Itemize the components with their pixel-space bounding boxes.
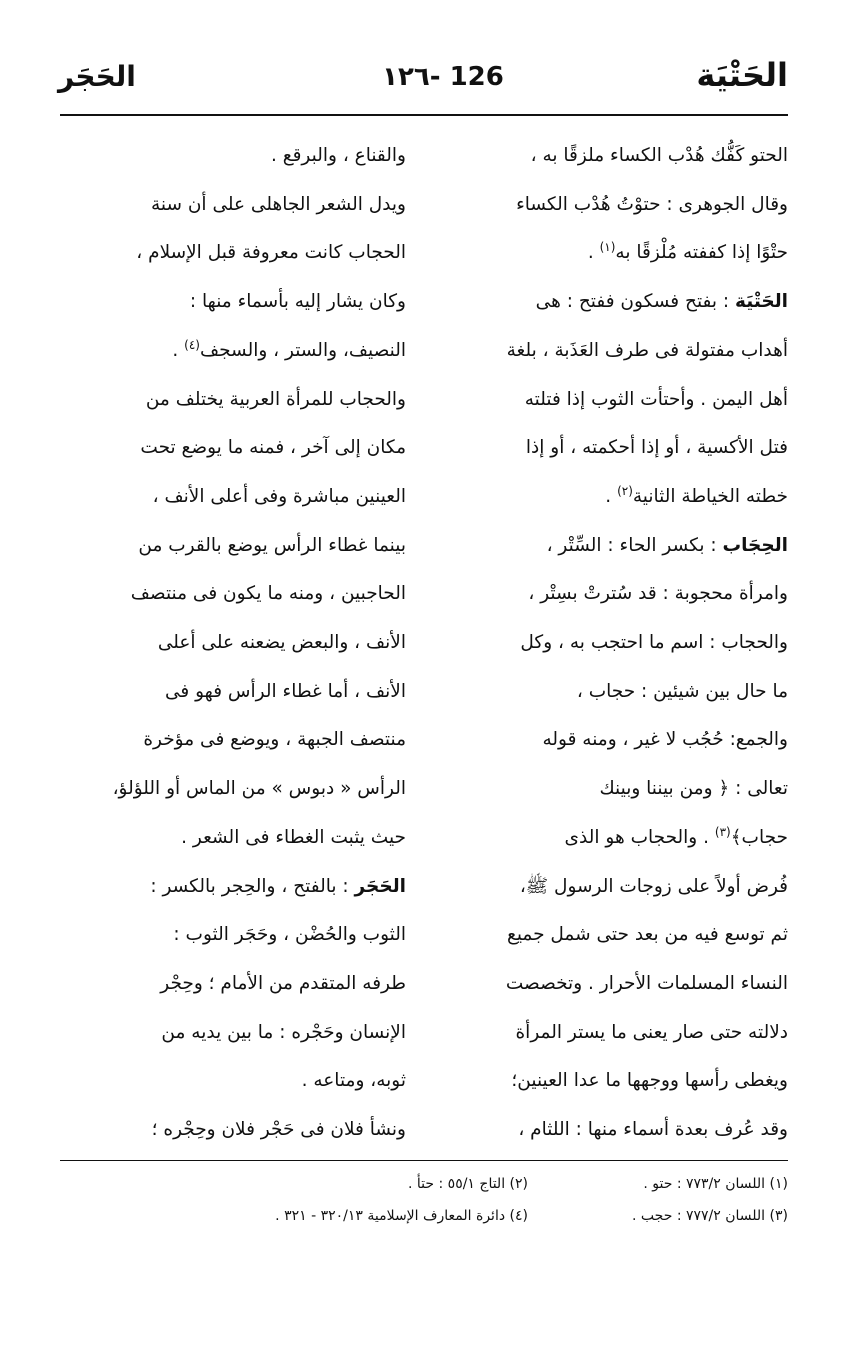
text-line: ويغطى رأسها ووجهها ما عدا العينين؛ — [511, 1070, 788, 1092]
text-line: ويدل الشعر الجاهلى على أن سنة — [150, 193, 406, 215]
entry-line: الحَتْيَة : بفتح فسكون ففتح : هى — [535, 291, 788, 313]
text-line: الرأس « دبوس » من الماس أو اللؤلؤ، — [112, 778, 406, 800]
text-line: طرفه المتقدم من الأمام ؛ وحِجْر — [160, 972, 406, 994]
text-line: الحتو كَفُّك هُدْب الكساء ملزقًا به ، — [530, 145, 788, 166]
text-line: ثم توسع فيه من بعد حتى شمل جميع — [506, 924, 788, 946]
text-line: والقناع ، والبرقع . — [270, 145, 406, 166]
footnote-ref: (١) — [599, 240, 616, 255]
text-line: مكان إلى آخر ، فمنه ما يوضع تحت — [140, 437, 406, 459]
header-entry-start: الحَتْيَة — [696, 56, 788, 94]
text-line: الإنسان وحَجْره : ما بين يديه من — [161, 1021, 406, 1043]
text-line: وقد عُرف بعدة أسماء منها : اللثام ، — [518, 1119, 788, 1141]
text-line: وقال الجوهرى : حتوْتُ هُدْب الكساء — [516, 193, 788, 215]
entry-term: الحَجَر — [354, 875, 406, 897]
page-number: ١٢٦- 126 — [382, 62, 504, 92]
text-line: بينما غطاء الرأس يوضع بالقرب من — [138, 534, 406, 556]
text-line: والحجاب : اسم ما احتجب به ، وكل — [520, 632, 788, 654]
page-header — [58, 50, 788, 110]
footnote-ref: (٣) — [714, 824, 731, 839]
footnote-1: (١) اللسان ٧٧٣/٢ : حتو . — [643, 1176, 788, 1192]
text-line: دلالته حتى صار يعنى ما يستر المرأة — [515, 1021, 788, 1043]
footnote-2: (٢) التاج ٥٥/١ : حتأ . — [408, 1176, 528, 1192]
entry-line: الحِجَاب : بكسر الحاء : السِّتْر ، — [546, 534, 788, 556]
footnote-ref: (٢) — [617, 483, 633, 498]
footnote-ref: (٤) — [184, 337, 200, 352]
entry-line: الحَجَر : بالفتح ، والحِجر بالكسر : — [150, 875, 406, 897]
text-line: أهداب مفتولة فى طرف العَذَبة ، بلغة — [506, 339, 788, 361]
footnote-row — [60, 1200, 788, 1232]
text-line: والحجاب للمرأة العربية يختلف من — [145, 388, 406, 410]
text-line: الحاجبين ، ومنه ما يكون فى منتصف — [130, 583, 406, 605]
footnote-4: (٤) دائرة المعارف الإسلامية ٣٢٠/١٣ - ٣٢١ . — [275, 1208, 528, 1224]
text-line: الحجاب كانت معروفة قبل الإسلام ، — [136, 242, 406, 264]
text-line: ما حال بين شيئين : حجاب ، — [576, 680, 788, 702]
text-line: النساء المسلمات الأحرار . وتخصصت — [505, 972, 788, 994]
right-text-column — [436, 132, 788, 1155]
text-line: حيث يثبت الغطاء فى الشعر . — [181, 826, 406, 848]
text-line: أهل اليمن . وأحتأت الثوب إذا فتلته — [524, 388, 788, 410]
text-line: ثوبه، ومتاعه . — [301, 1070, 406, 1092]
entry-term: الحِجَاب — [722, 534, 788, 556]
text-line: النصيف، والستر ، والسجف$^{(٤)}$ . — [172, 337, 406, 361]
entry-term: الحَتْيَة — [735, 291, 788, 313]
text-line: فتل الأكسية ، أو إذا أحكمته ، أو إذا — [525, 437, 788, 459]
footnote-row — [60, 1168, 788, 1200]
left-text-column — [70, 132, 406, 1155]
header-entry-end: الحَجَر — [58, 60, 136, 93]
footnotes — [60, 1168, 788, 1232]
text-line: والجمع: حُجُب لا غير ، ومنه قوله — [542, 729, 788, 751]
text-line: حتْوًا إذا كففته مُلْزقًا به$^{(١)}$ . — [587, 240, 788, 264]
text-line: فُرض أولاً على زوجات الرسول ﷺ، — [519, 875, 788, 897]
text-line: الثوب والحُضْن ، وحَجَر الثوب : — [173, 924, 406, 946]
text-line: ونشأ فلان فى حَجْر فلان وحِجْره ؛ — [151, 1119, 406, 1141]
text-line: حجاب﴾$^{(٣)}$ . والحجاب هو الذى — [564, 824, 788, 848]
text-line: تعالى : ﴿ ومن بيننا وبينك — [599, 778, 788, 800]
text-line: وامرأة محجوبة : قد سُترتْ بسِتْر ، — [528, 583, 788, 605]
footnote-rule — [60, 1160, 788, 1161]
text-line: وكان يشار إليه بأسماء منها : — [189, 291, 406, 313]
text-line: خطته الخياطة الثانية$^{(٢)}$ . — [605, 483, 788, 507]
header-rule — [60, 114, 788, 116]
text-line: منتصف الجبهة ، ويوضع فى مؤخرة — [143, 729, 406, 751]
text-line: الأنف ، والبعض يضعنه على أعلى — [157, 632, 406, 654]
text-line: الأنف ، أما غطاء الرأس فهو فى — [164, 680, 406, 702]
text-line: العينين مباشرة وفى أعلى الأنف ، — [152, 485, 406, 507]
footnote-3: (٣) اللسان ٧٧٧/٢ : حجب . — [632, 1208, 788, 1224]
